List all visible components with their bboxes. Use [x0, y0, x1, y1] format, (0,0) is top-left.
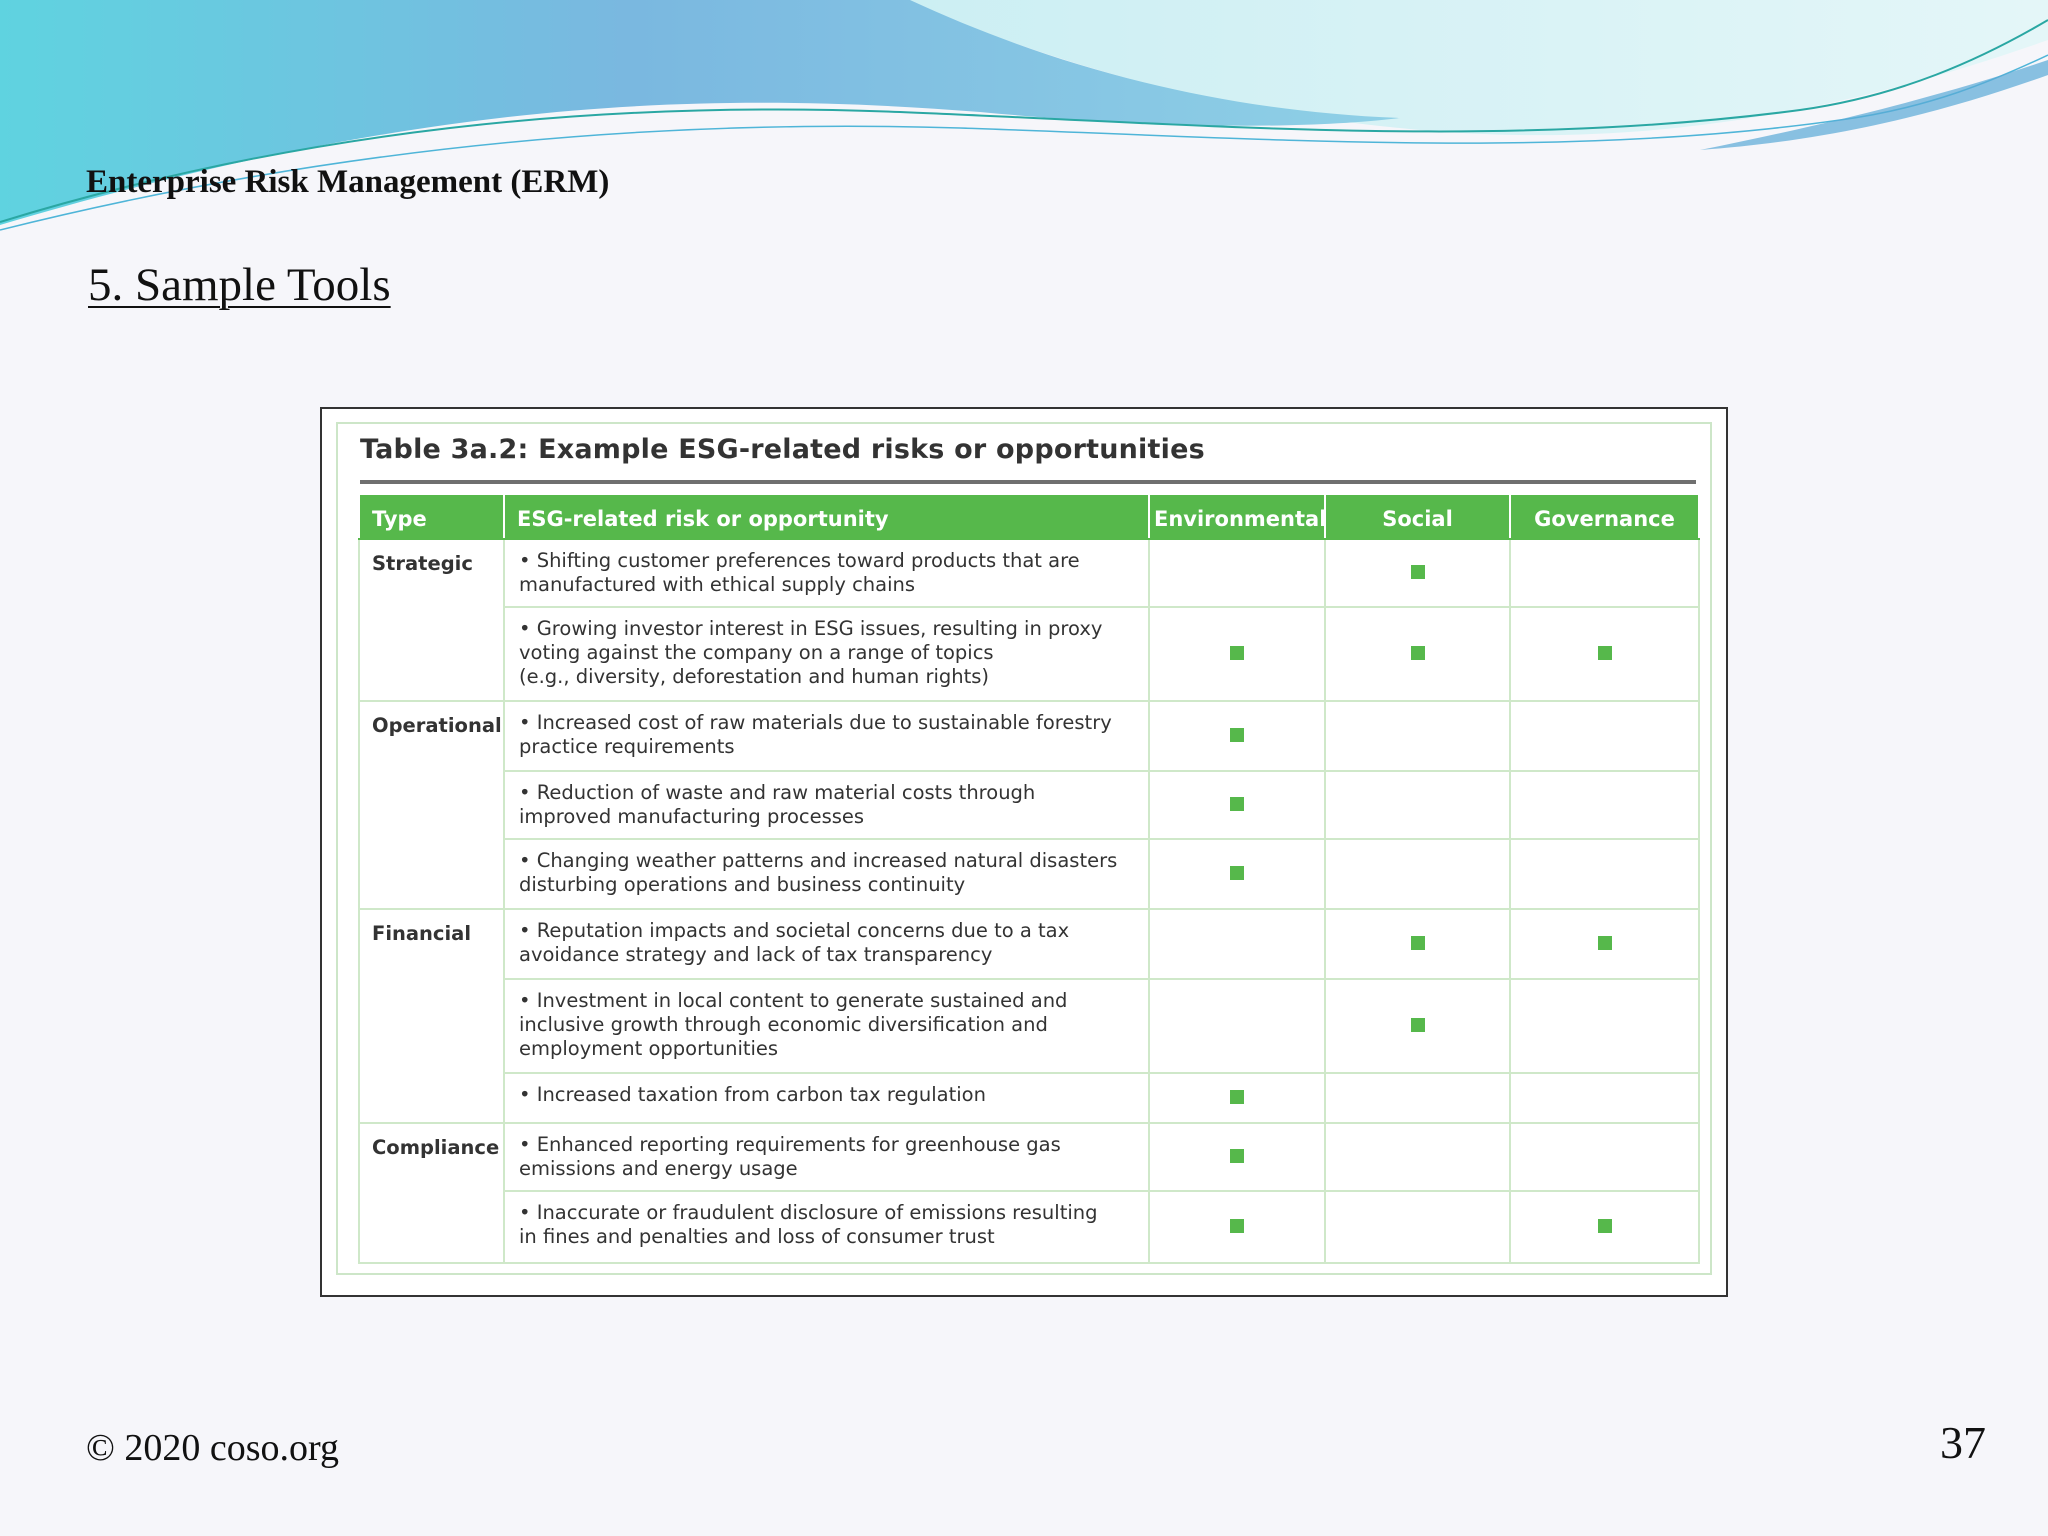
cell-governance — [1510, 1191, 1699, 1263]
table-row — [359, 1123, 1699, 1191]
risk-description — [504, 771, 1149, 839]
risk-description-line: • Increased cost of raw materials due to sustainable forestry — [519, 711, 1112, 734]
cell-social — [1325, 1191, 1510, 1263]
cell-social — [1325, 539, 1510, 607]
risk-description — [504, 979, 1149, 1073]
table-title-rule — [360, 480, 1696, 484]
cell-social — [1325, 909, 1510, 979]
slide-heading: 5. Sample Tools — [88, 259, 391, 311]
risk-description — [504, 839, 1149, 909]
risk-description-line: employment opportunities — [519, 1037, 779, 1060]
risk-description-line: • Reduction of waste and raw material costs through — [519, 781, 1036, 804]
risk-description — [504, 539, 1149, 607]
cell-governance — [1510, 979, 1699, 1073]
cell-governance — [1510, 539, 1699, 607]
checkmark-square-icon — [1411, 646, 1425, 660]
row-type-label: Financial — [359, 909, 504, 1123]
checkmark-square-icon — [1230, 646, 1244, 660]
risk-description-line: • Growing investor interest in ESG issues, resulting in proxy — [519, 617, 1103, 640]
column-header-environmental: Environmental — [1149, 495, 1325, 539]
table-row — [359, 771, 1699, 839]
cell-social — [1325, 607, 1510, 701]
cell-social — [1325, 701, 1510, 771]
table-row — [359, 607, 1699, 701]
table-row — [359, 701, 1699, 771]
cell-governance — [1510, 1073, 1699, 1123]
risk-description — [504, 701, 1149, 771]
table-row — [359, 1191, 1699, 1263]
cell-social — [1325, 1123, 1510, 1191]
risk-description — [504, 909, 1149, 979]
checkmark-square-icon — [1598, 936, 1612, 950]
risk-description-line: inclusive growth through economic diversification and — [519, 1013, 1048, 1036]
cell-environmental — [1149, 979, 1325, 1073]
risk-description-line: • Inaccurate or fraudulent disclosure of emissions resulting — [519, 1201, 1098, 1224]
table-header-row — [359, 495, 1699, 539]
cell-governance — [1510, 771, 1699, 839]
checkmark-square-icon — [1411, 1018, 1425, 1032]
table-figure-inner — [336, 422, 1712, 1275]
row-type-label: Strategic — [359, 539, 504, 701]
cell-environmental — [1149, 1123, 1325, 1191]
column-header-risk: ESG-related risk or opportunity — [504, 495, 1149, 539]
risk-description-line: in fines and penalties and loss of consumer trust — [519, 1225, 995, 1248]
risk-description-line: • Reputation impacts and societal concerns due to a tax — [519, 919, 1070, 942]
cell-environmental — [1149, 607, 1325, 701]
checkmark-square-icon — [1230, 797, 1244, 811]
checkmark-square-icon — [1230, 1149, 1244, 1163]
cell-social — [1325, 839, 1510, 909]
cell-environmental — [1149, 1191, 1325, 1263]
risk-description-line: practice requirements — [519, 735, 735, 758]
table-row — [359, 1073, 1699, 1123]
page-number: 37 — [1940, 1417, 1986, 1468]
cell-governance — [1510, 607, 1699, 701]
risk-description — [504, 607, 1149, 701]
table-row — [359, 979, 1699, 1073]
cell-environmental — [1149, 909, 1325, 979]
cell-environmental — [1149, 1073, 1325, 1123]
column-header-type: Type — [359, 495, 504, 539]
column-header-governance: Governance — [1510, 495, 1699, 539]
checkmark-square-icon — [1411, 936, 1425, 950]
cell-social — [1325, 771, 1510, 839]
risk-description-line: • Increased taxation from carbon tax regulation — [519, 1083, 986, 1106]
risk-description-line: • Enhanced reporting requirements for greenhouse gas — [519, 1133, 1061, 1156]
risk-description — [504, 1191, 1149, 1263]
checkmark-square-icon — [1230, 1219, 1244, 1233]
cell-governance — [1510, 909, 1699, 979]
risk-description-line: voting against the company on a range of topics — [519, 641, 994, 664]
checkmark-square-icon — [1411, 565, 1425, 579]
risk-description-line: • Changing weather patterns and increased natural disasters — [519, 849, 1118, 872]
cell-social — [1325, 1073, 1510, 1123]
risk-description — [504, 1123, 1149, 1191]
risk-description-line: (e.g., diversity, deforestation and human rights) — [519, 665, 990, 688]
row-type-label: Compliance — [359, 1123, 504, 1263]
copyright-footer: © 2020 coso.org — [86, 1427, 339, 1469]
cell-environmental — [1149, 539, 1325, 607]
column-header-social: Social — [1325, 495, 1510, 539]
cell-environmental — [1149, 839, 1325, 909]
checkmark-square-icon — [1598, 646, 1612, 660]
cell-environmental — [1149, 771, 1325, 839]
table-title: Table 3a.2: Example ESG-related risks or opportunities — [360, 434, 1205, 465]
header-wave-decoration — [0, 0, 2048, 240]
row-type-label: Operational — [359, 701, 504, 909]
table-row — [359, 539, 1699, 607]
table-row — [359, 909, 1699, 979]
presentation-header-title: Enterprise Risk Management (ERM) — [86, 164, 610, 200]
risk-description-line: • Investment in local content to generate sustained and — [519, 989, 1068, 1012]
checkmark-square-icon — [1230, 1090, 1244, 1104]
table-body — [359, 539, 1699, 1263]
table-figure — [320, 407, 1728, 1297]
cell-environmental — [1149, 701, 1325, 771]
checkmark-square-icon — [1598, 1219, 1612, 1233]
cell-social — [1325, 979, 1510, 1073]
risk-description-line: • Shifting customer preferences toward products that are — [519, 549, 1080, 572]
cell-governance — [1510, 1123, 1699, 1191]
esg-table — [358, 495, 1700, 1264]
risk-description-line: improved manufacturing processes — [519, 805, 865, 828]
risk-description-line: emissions and energy usage — [519, 1157, 798, 1180]
checkmark-square-icon — [1230, 728, 1244, 742]
risk-description-line: disturbing operations and business continuity — [519, 873, 966, 896]
risk-description-line: manufactured with ethical supply chains — [519, 573, 916, 596]
checkmark-square-icon — [1230, 866, 1244, 880]
cell-governance — [1510, 701, 1699, 771]
cell-governance — [1510, 839, 1699, 909]
table-row — [359, 839, 1699, 909]
risk-description-line: avoidance strategy and lack of tax transparency — [519, 943, 993, 966]
risk-description — [504, 1073, 1149, 1123]
